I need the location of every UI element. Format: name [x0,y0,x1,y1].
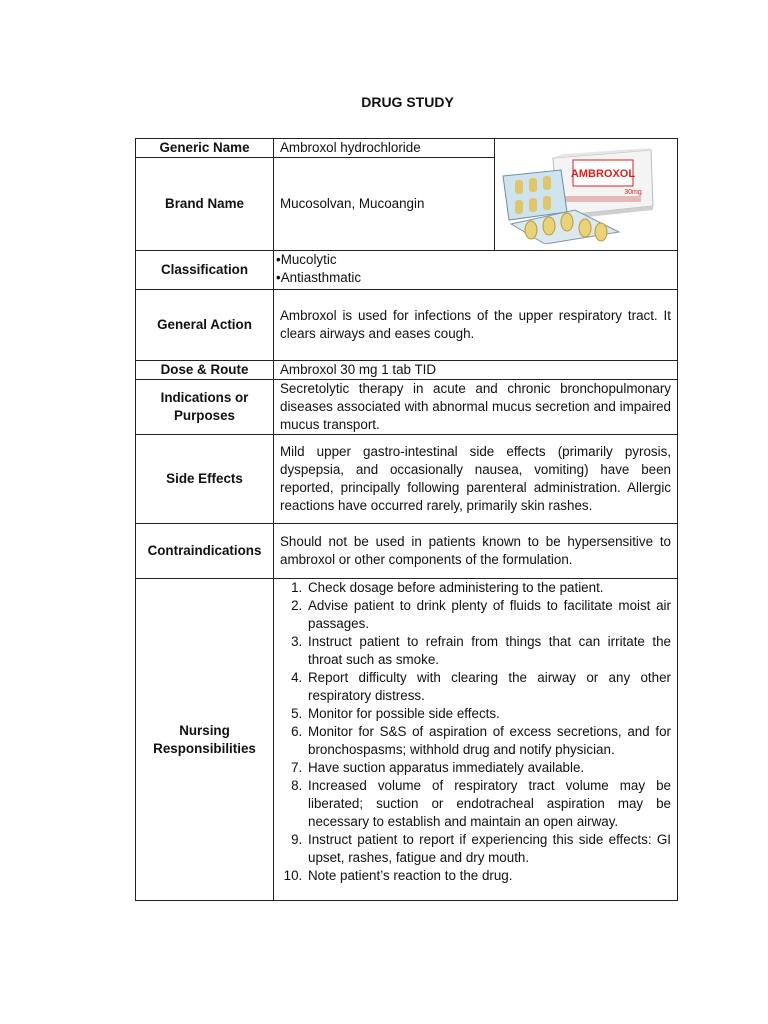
brand-name-value: Mucosolvan, Mucoangin [274,158,495,251]
side-effects-label: Side Effects [136,435,274,524]
product-image-cell [495,139,678,251]
nursing-item: 10. Note patient’s reaction to the drug. [306,867,671,885]
row-nursing [136,579,678,901]
generic-name-value: Ambroxol hydrochloride [274,139,495,158]
drug-study-table [135,138,678,901]
contraindications-label: Contraindications [136,524,274,579]
classification-item: •Antiasthmatic [276,270,362,285]
nursing-item: 6. Monitor for S&S of aspiration of excess secretions, and for bronchospasms; withhold drug and notify physician. [306,723,671,759]
classification-item: •Mucolytic [276,252,337,267]
row-generic-name [136,139,678,158]
indications-value: Secretolytic therapy in acute and chronic bronchopulmonary diseases associated with abnormal mucus secretion and impaired mucus transport. [274,380,678,435]
nursing-item: 5. Monitor for possible side effects. [306,705,671,723]
nursing-item: 4. Report difficulty with clearing the airway or any other respiratory distress. [306,669,671,705]
nursing-item: 1. Check dosage before administering to the patient. [306,579,671,597]
indications-label: Indications or Purposes [136,380,274,435]
dose-route-label: Dose & Route [136,361,274,380]
product-image [501,146,657,244]
nursing-item: 2. Advise patient to drink plenty of fluids to facilitate moist air passages. [306,597,671,633]
nursing-list [280,579,671,885]
row-contraindications [136,524,678,579]
nursing-item: 7. Have suction apparatus immediately available. [306,759,671,777]
row-general-action [136,290,678,361]
nursing-item: 3. Instruct patient to refrain from things that can irritate the throat such as smoke. [306,633,671,669]
brand-name-label: Brand Name [136,158,274,251]
box-brand-text: AMBROXOL [570,167,636,180]
generic-name-label: Generic Name [136,139,274,158]
box-strength-text: 30mg [624,188,642,196]
classification-label: Classification [136,251,274,290]
classification-value [274,251,678,290]
ambroxol-box-illustration [501,146,657,244]
nursing-label: Nursing Responsibilities [136,579,274,901]
row-indications [136,380,678,435]
side-effects-value: Mild upper gastro-intestinal side effects (primarily pyrosis, dyspepsia, and occasionally nausea, vomiting) have been reported, principally following parenteral administration. Allergic reactions have occurred rarely, primarily skin rashes. [274,435,678,524]
row-classification [136,251,678,290]
row-dose-route [136,361,678,380]
contraindications-value: Should not be used in patients known to be hypersensitive to ambroxol or other components of the formulation. [274,524,678,579]
page-title: DRUG STUDY [361,94,454,110]
dose-route-value: Ambroxol 30 mg 1 tab TID [274,361,678,380]
row-side-effects [136,435,678,524]
general-action-value: Ambroxol is used for infections of the upper respiratory tract. It clears airways and eases cough. [274,290,678,361]
nursing-item: 8. Increased volume of respiratory tract volume may be liberated; suction or endotracheal aspiration may be necessary to establish and maintain an open airway. [306,777,671,831]
nursing-value [274,579,678,901]
nursing-item: 9. Instruct patient to report if experiencing this side effects: GI upset, rashes, fatigue and dry mouth. [306,831,671,867]
general-action-label: General Action [136,290,274,361]
